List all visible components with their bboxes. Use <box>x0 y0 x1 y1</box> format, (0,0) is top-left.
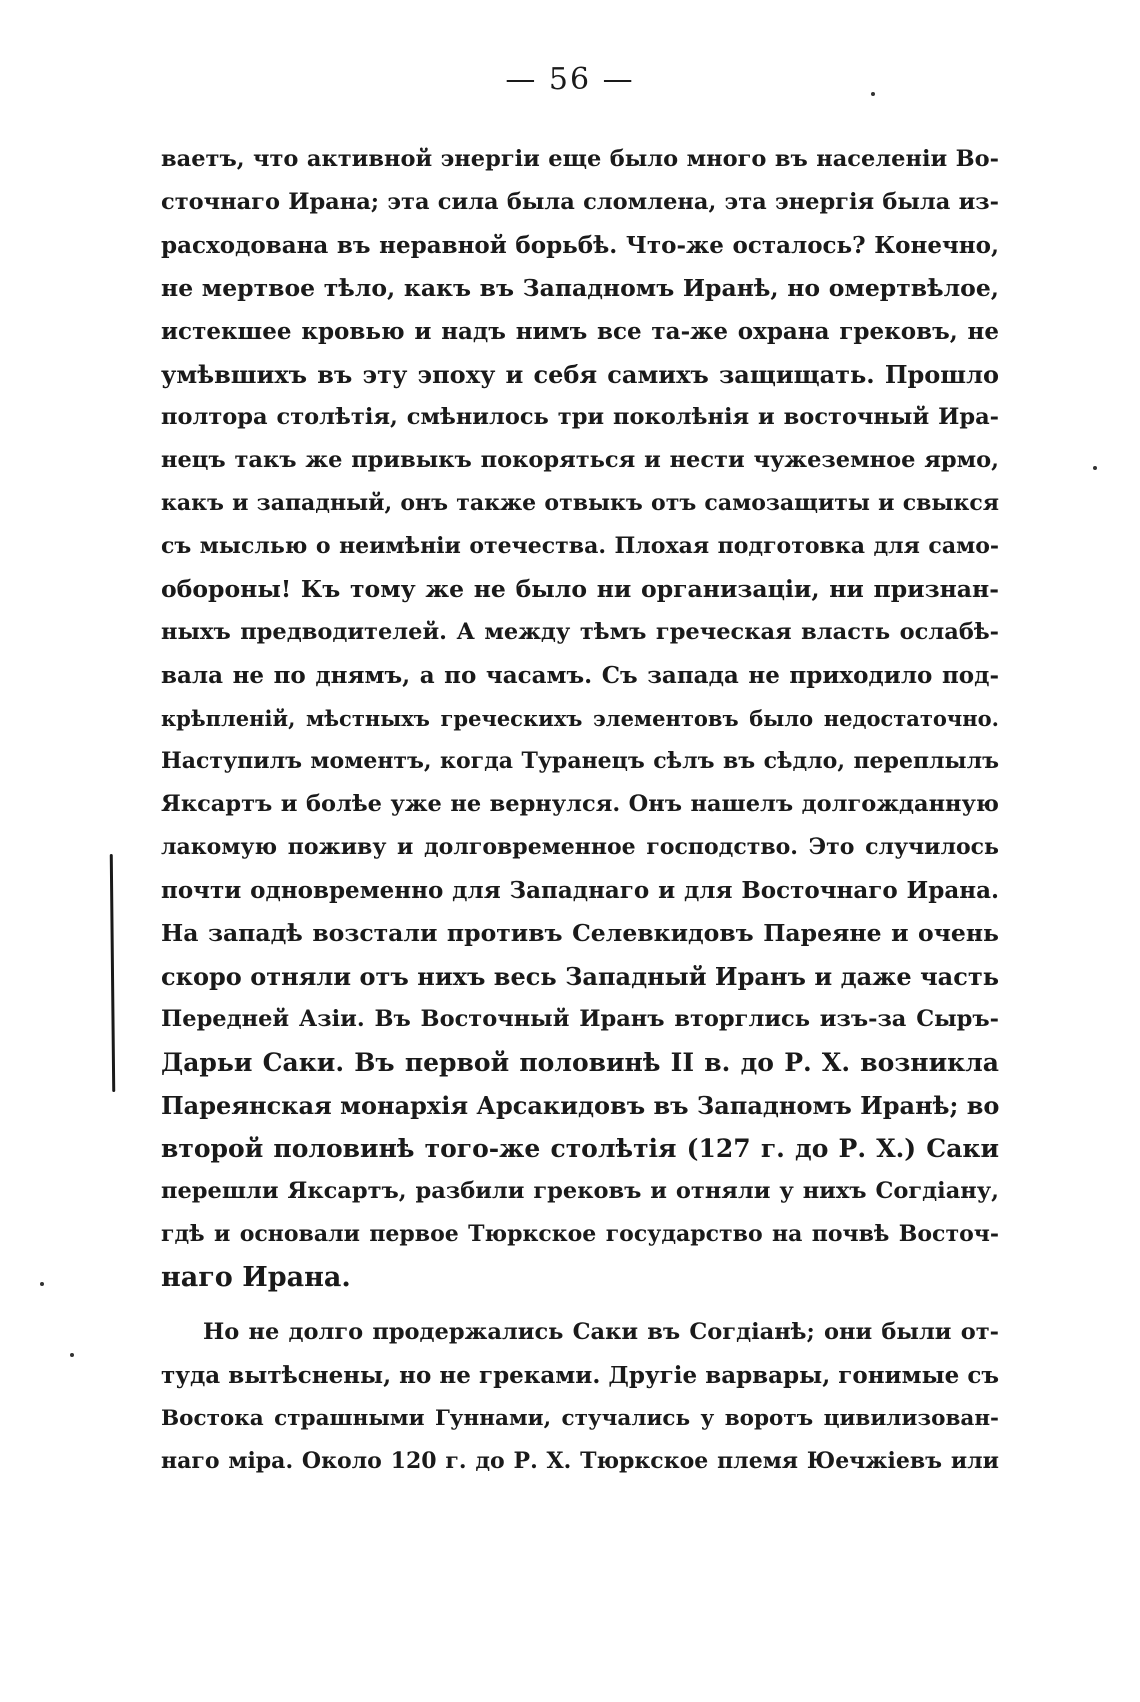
ink-speck <box>70 1353 74 1357</box>
text-line: Дарьи Саки. Въ первой половинѣ II в. до Р. Х. возникла <box>161 1048 999 1077</box>
text-line: съ мыслью о неимѣніи отечества. Плохая подготовка для само- <box>161 533 999 559</box>
text-line: второй половинѣ того-же столѣтія (127 г. до Р. Х.) Саки <box>161 1134 999 1163</box>
page-number: — 56 — <box>505 62 635 97</box>
text-line: почти одновременно для Западнаго и для Восточнаго Ирана. <box>161 877 999 904</box>
text-line: На западѣ возстали противъ Селевкидовъ Пареяне и очень <box>161 919 999 947</box>
text-line: какъ и западный, онъ также отвыкъ отъ самозащиты и свыкся <box>161 490 999 516</box>
text-line: ваетъ, что активной энергіи еще было много въ населеніи Во- <box>161 146 999 172</box>
text-line: не мертвое тѣло, какъ въ Западномъ Иранѣ, но омертвѣлое, <box>161 274 999 302</box>
text-line: туда вытѣснены, но не греками. Другіе варвары, гонимые съ <box>161 1362 999 1389</box>
ink-speck <box>871 92 875 96</box>
text-line: Но не долго продержались Саки въ Согдіанѣ; они были от- <box>203 1319 999 1345</box>
text-line: Пареянская монархія Арсакидовъ въ Западномъ Иранѣ; во <box>161 1091 999 1120</box>
text-line: скоро отняли отъ нихъ весь Западный Иранъ и даже часть <box>161 962 999 991</box>
text-line: ныхъ предводителей. А между тѣмъ греческая власть ослабѣ- <box>161 619 999 645</box>
text-line: Востока страшными Гуннами, стучались у воротъ цивилизован- <box>161 1406 999 1431</box>
text-line: умѣвшихъ въ эту эпоху и себя самихъ защищать. Прошло <box>161 360 999 389</box>
text-line: сточнаго Ирана; эта сила была сломлена, эта энергія была из- <box>161 189 999 215</box>
ink-speck <box>40 1282 44 1286</box>
text-line: истекшее кровью и надъ нимъ все та-же охрана грековъ, не <box>161 318 999 345</box>
ink-speck <box>1093 466 1097 470</box>
text-line: наго Ирана. <box>161 1262 351 1293</box>
text-line: лакомую поживу и долговременное господство. Это случилось <box>161 834 999 860</box>
text-line: нецъ такъ же привыкъ покоряться и нести чужеземное ярмо, <box>161 447 999 473</box>
text-line: расходована въ неравной борьбѣ. Что-же осталось? Конечно, <box>161 232 999 259</box>
text-line: вала не по днямъ, а по часамъ. Съ запада не приходило под- <box>161 662 999 689</box>
text-line: обороны! Къ тому же не было ни организаціи, ни признан- <box>161 575 999 603</box>
text-line: Наступилъ моментъ, когда Туранецъ сѣлъ въ сѣдло, переплылъ <box>161 748 999 774</box>
text-line: полтора столѣтія, смѣнилось три поколѣнія и восточный Ира- <box>161 404 999 430</box>
text-line: наго міра. Около 120 г. до Р. Х. Тюркское племя Юечжіевъ или <box>161 1448 999 1474</box>
text-line: крѣпленій, мѣстныхъ греческихъ элементовъ было недостаточно. <box>161 706 999 731</box>
margin-line-mark <box>110 854 115 1092</box>
text-line: Яксартъ и болѣе уже не вернулся. Онъ нашелъ долгожданную <box>161 791 999 817</box>
text-line: гдѣ и основали первое Тюркское государство на почвѣ Восточ- <box>161 1221 999 1247</box>
text-line: перешли Яксартъ, разбили грековъ и отняли у нихъ Согдіану, <box>161 1178 999 1204</box>
text-line: Передней Азіи. Въ Восточный Иранъ вторглись изъ-за Сыръ- <box>161 1006 999 1032</box>
